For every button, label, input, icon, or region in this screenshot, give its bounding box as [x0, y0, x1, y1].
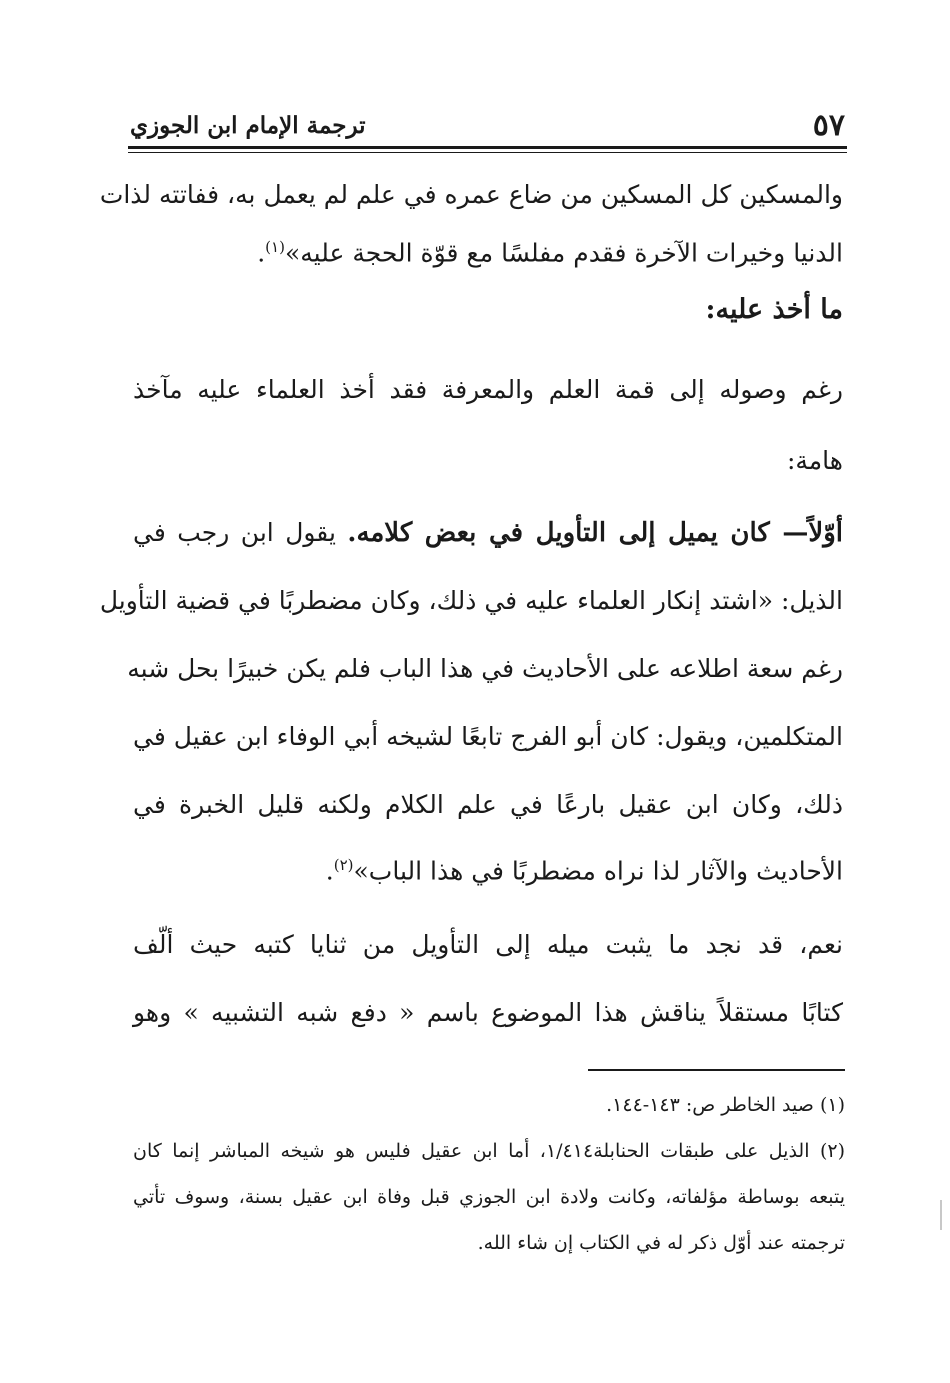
running-title: ترجمة الإمام ابن الجوزي — [130, 112, 366, 139]
paragraph-3-line-1-rest: يقول ابن رجب في — [133, 518, 348, 547]
paragraph-4-line-1: نعم، قد نجد ما يثبت ميله إلى التأويل من ثنايا كتبه حيث ألّف — [133, 930, 843, 959]
paragraph-3-line-4: المتكلمين، ويقول: كان أبو الفرج تابعًا لشيخه أبي الوفاء ابن عقيل في — [133, 722, 843, 751]
paragraph-3-line-5: ذلك، وكان ابن عقيل بارعًا في علم الكلام ولكنه قليل الخبرة في — [133, 790, 843, 819]
paragraph-1-line-2-text: الدنيا وخيرات الآخرة فقدم مفلسًا مع قوّة الحجة عليه» — [284, 238, 843, 268]
page-header — [130, 106, 845, 146]
footnote-2-line-2: يتبعه بوساطة مؤلفاته، وكانت ولادة ابن الجوزي قبل وفاة ابن عقيل بسنة، وسوف تأتي — [133, 1186, 845, 1208]
paragraph-1-line-2-end: . — [257, 238, 266, 268]
paragraph-3-line-1 — [133, 518, 843, 548]
footnote-ref-1: (١) — [265, 238, 285, 256]
footnote-2-line-3: ترجمته عند أوّل ذكر له في الكتاب إن شاء الله. — [477, 1232, 845, 1254]
header-rule-thin — [128, 152, 847, 153]
footnote-1: (١) صيد الخاطر ص: ١٤٣-١٤٤. — [606, 1094, 845, 1116]
page-number: ٥٧ — [812, 108, 845, 143]
paragraph-3-line-2: الذيل: «اشتد إنكار العلماء عليه في ذلك، وكان مضطربًا في قضية التأويل — [99, 586, 843, 615]
scan-margin-mark — [940, 1200, 942, 1230]
paragraph-1-line-2 — [133, 238, 843, 267]
header-rule-thick — [128, 146, 847, 149]
paragraph-1-line-1: والمسكين كل المسكين من ضاع عمره في علم لم يعمل به، ففاتته لذات — [99, 180, 843, 209]
paragraph-3-line-6 — [133, 856, 843, 885]
paragraph-3-line-6-text: الأحاديث والآثار لذا نراه مضطربًا في هذا الباب» — [353, 856, 843, 886]
paragraph-4-line-2: كتابًا مستقلاً يناقش هذا الموضوع باسم « دفع شبه التشبيه » وهو — [133, 998, 843, 1027]
paragraph-2-line-2: هامة: — [786, 446, 843, 475]
section-heading: ما أخذ عليه: — [705, 294, 843, 325]
paragraph-3-line-3: رغم سعة اطلاعه على الأحاديث في هذا الباب فلم يكن خبيرًا بحل شبه — [127, 654, 843, 683]
point-one-heading: أوّلاً— كان يميل إلى التأويل في بعض كلامه. — [347, 518, 843, 548]
paragraph-2-line-1: رغم وصوله إلى قمة العلم والمعرفة فقد أخذ العلماء عليه مآخذ — [133, 375, 843, 404]
footnote-2-line-1: (٢) الذيل على طبقات الحنابلة١/٤١٤، أما ابن عقيل فليس هو شيخه المباشر إنما كان — [133, 1140, 846, 1162]
footnote-separator — [588, 1069, 845, 1071]
footnote-ref-2: (٢) — [333, 856, 354, 874]
paragraph-3-line-6-end: . — [325, 856, 334, 886]
